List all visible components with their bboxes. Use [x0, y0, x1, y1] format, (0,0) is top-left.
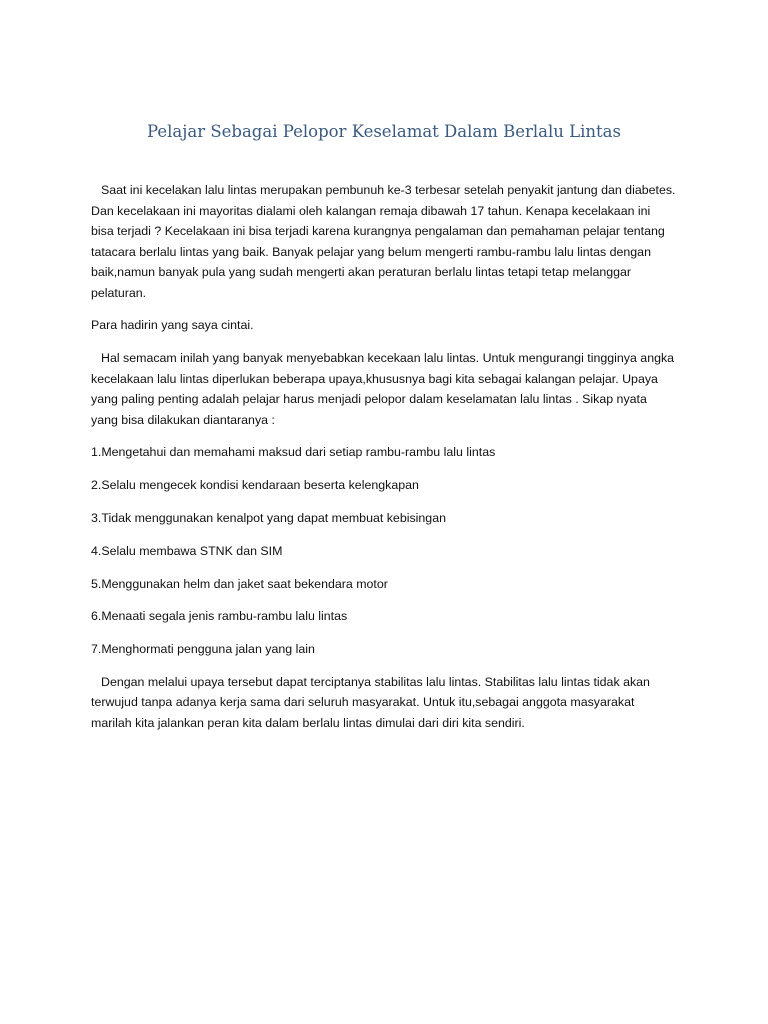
document-title: Pelajar Sebagai Pelopor Keselamat Dalam Berlalu Lintas	[147, 122, 621, 141]
paragraph-intro	[91, 180, 676, 303]
list-item: 3.Tidak menggunakan kenalpot yang dapat membuat kebisingan	[91, 510, 446, 525]
greeting: Para hadirin yang saya cintai.	[91, 318, 254, 333]
paragraph-intro-text: Saat ini kecelakan lalu lintas merupakan pembunuh ke-3 terbesar setelah penyakit jantung dan diabetes. Dan kecelakaan ini mayoritas dialami oleh kalangan remaja dibawah 17 tahun. Kenapa kecelakaan ini bisa terjadi ? Kecelakaan ini bisa terjadi karena kurangnya pengalaman dan pemahaman pelajar tentang tatacara berlalu lintas yang baik. Banyak pelajar yang belum mengerti rambu-rambu lalu lintas dengan baik,namun banyak pula yang sudah mengerti akan peraturan berlalu lintas tetapi tetap melanggar pelaturan.	[91, 183, 676, 300]
paragraph-efforts	[91, 348, 676, 430]
list-item: 1.Mengetahui dan memahami maksud dari setiap rambu-rambu lalu lintas	[91, 445, 496, 460]
document-body	[91, 180, 676, 746]
paragraph-efforts-text: Hal semacam inilah yang banyak menyebabkan kecekaan lalu lintas. Untuk mengurangi tingginya angka kecelakaan lalu lintas diperlukan beberapa upaya,khususnya bagi kita sebagai kalangan pelajar. Upaya yang paling penting adalah pelajar harus menjadi pelopor dalam keselamatan lalu lintas . Sikap nyata yang bisa dilakukan diantaranya :	[91, 351, 675, 427]
paragraph-conclusion-text: Dengan melalui upaya tersebut dapat terciptanya stabilitas lalu lintas. Stabilitas lalu lintas tidak akan terwujud tanpa adanya kerja sama dari seluruh masyarakat. Untuk itu,sebagai anggota masyarakat marilah kita jalankan peran kita dalam berlalu lintas dimulai dari diri kita sendiri.	[91, 674, 650, 730]
paragraph-conclusion	[91, 672, 676, 734]
list-item: 7.Menghormati pengguna jalan yang lain	[91, 642, 315, 657]
list-item: 5.Menggunakan helm dan jaket saat bekendara motor	[91, 576, 388, 591]
list-item: 6.Menaati segala jenis rambu-rambu lalu lintas	[91, 609, 348, 624]
list-item: 2.Selalu mengecek kondisi kendaraan beserta kelengkapan	[91, 478, 419, 493]
list-item: 4.Selalu membawa STNK dan SIM	[91, 543, 283, 558]
